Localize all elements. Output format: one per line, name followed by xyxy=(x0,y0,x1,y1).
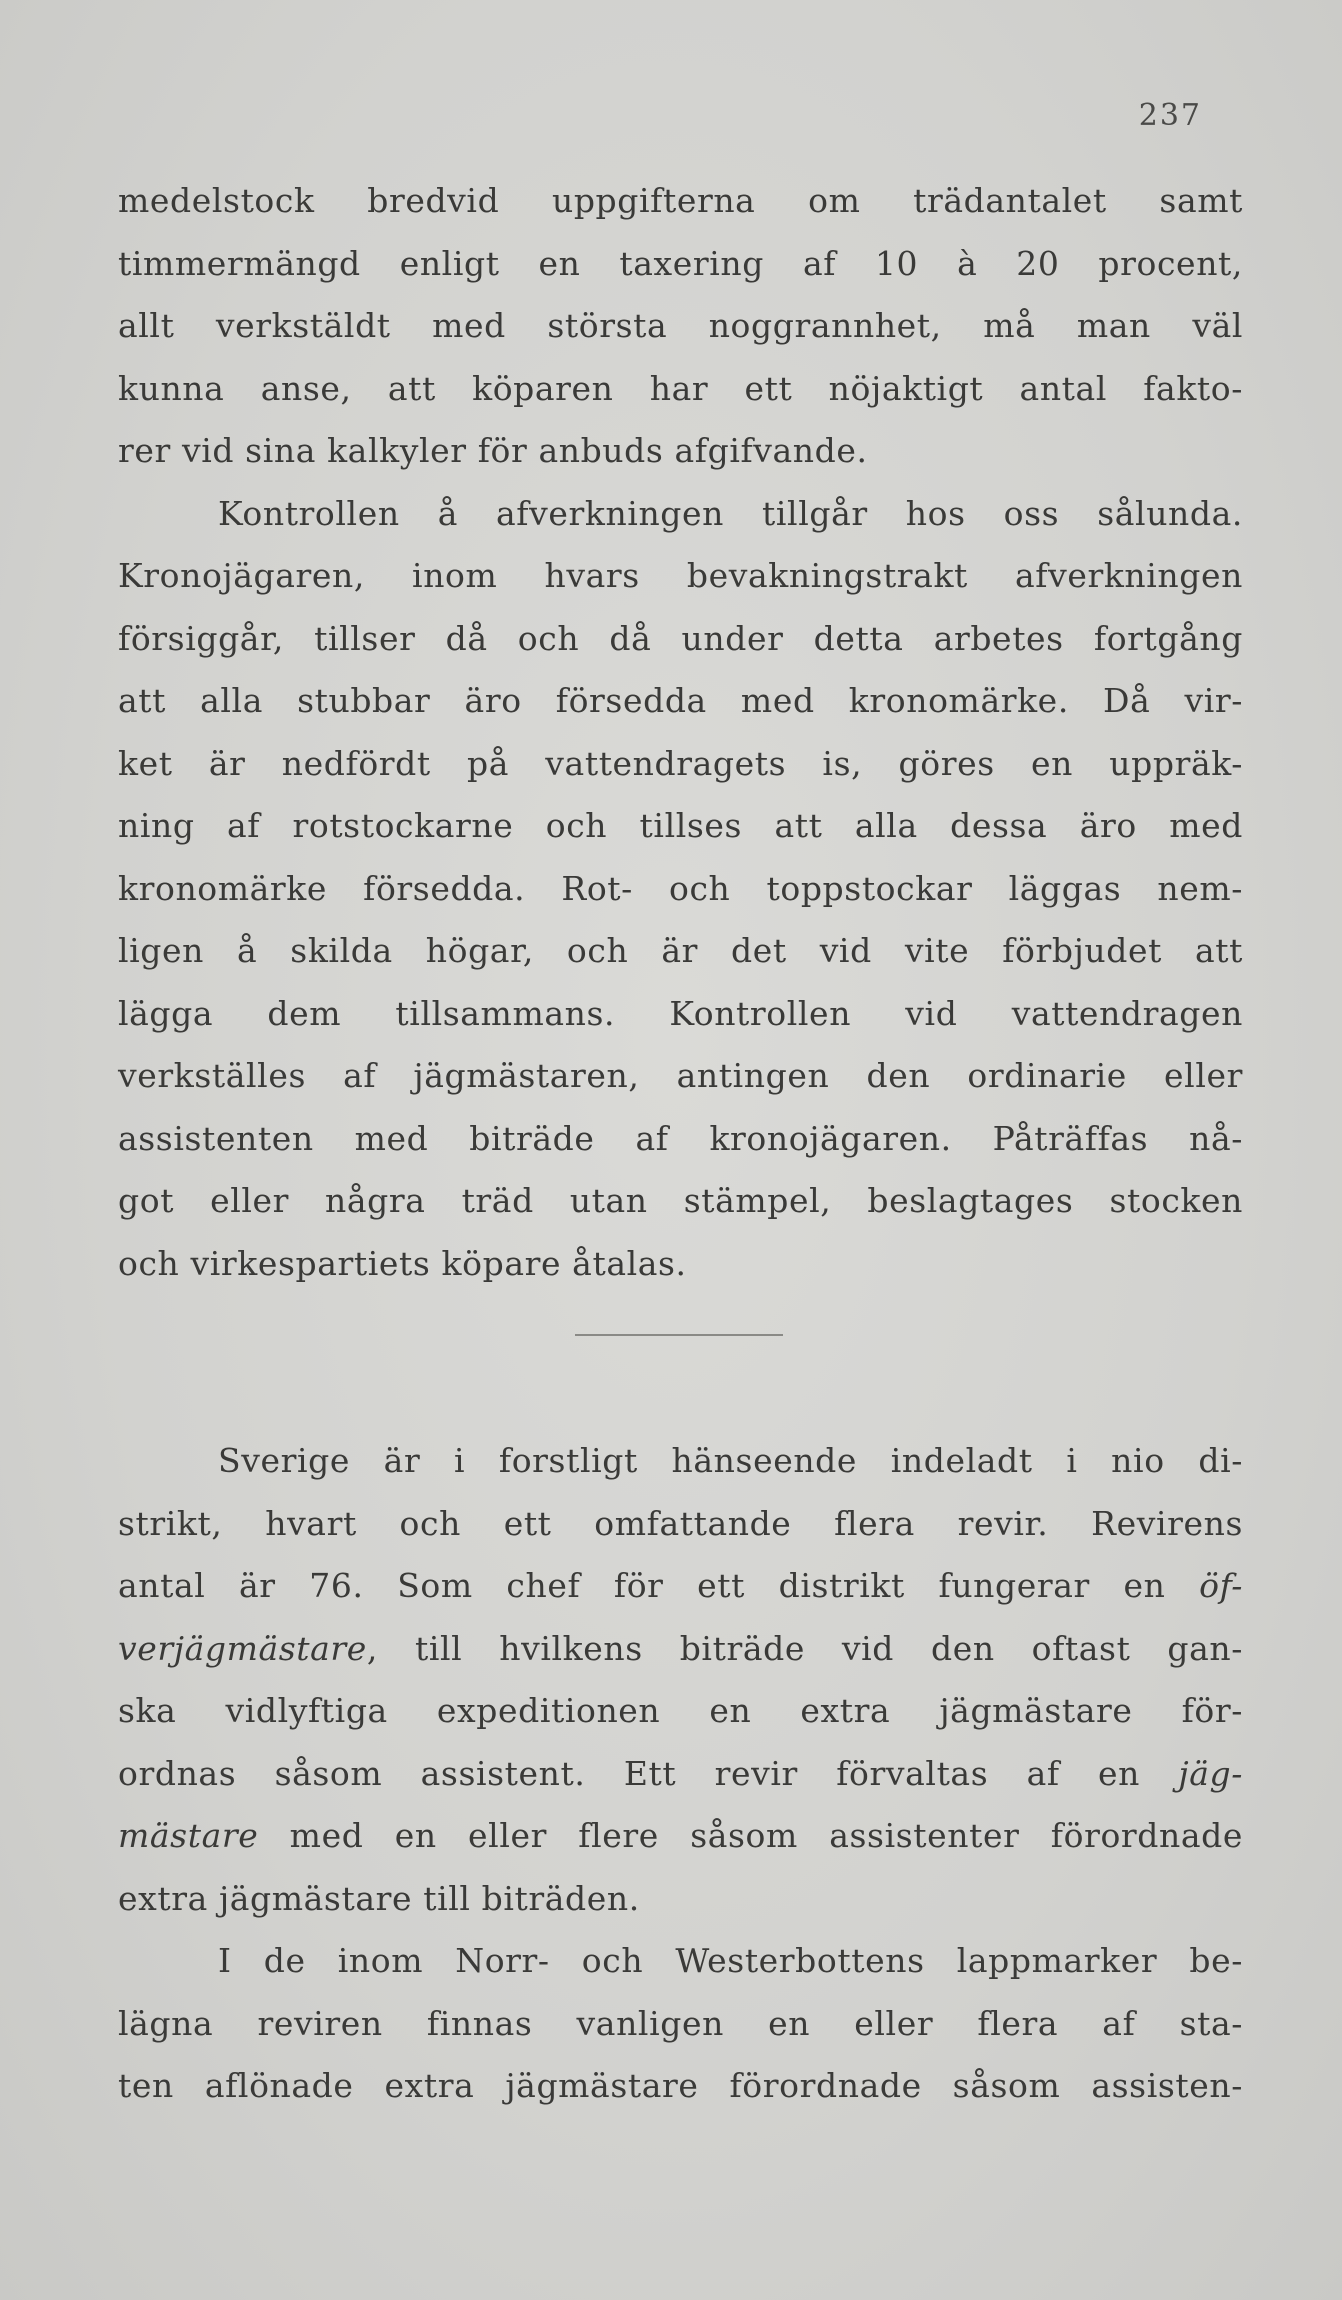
italic-term: mästare xyxy=(118,1816,259,1855)
text-line: ket är nedfördt på vattendragets is, göres en uppräk- xyxy=(118,743,1243,783)
page-number: 237 xyxy=(1138,98,1202,133)
text-line: att alla stubbar äro försedda med kronomärke. Då vir- xyxy=(118,681,1243,720)
text-line: och virkespartiets köpare åtalas. xyxy=(118,1243,687,1283)
text-line: Sverige är i forstligt hänseende indeladt i nio di- xyxy=(218,1441,1243,1480)
text-line xyxy=(118,1805,1243,1868)
text-section-bottom xyxy=(118,1430,1243,2118)
text-line: ska vidlyftiga expeditionen en extra jägmästare för- xyxy=(118,1691,1243,1730)
text-line: medelstock bredvid uppgifterna om trädantalet samt xyxy=(118,181,1243,220)
text-line: verkställes af jägmästaren, antingen den ordinarie eller xyxy=(118,1056,1243,1095)
text-line: rer vid sina kalkyler för anbuds afgifvande. xyxy=(118,431,868,470)
text-line: ligen å skilda högar, och är det vid vite förbjudet att xyxy=(118,931,1243,970)
section-divider xyxy=(575,1334,783,1336)
text-line: kunna anse, att köparen har ett nöjaktigt antal fakto- xyxy=(118,368,1243,408)
text-line: Kontrollen å afverkningen tillgår hos oss sålunda. xyxy=(218,493,1243,533)
text-section-top xyxy=(118,170,1243,1295)
text-run: , till hvilkens biträde vid den oftast gan- xyxy=(366,1628,1243,1668)
text-line: I de inom Norr- och Westerbottens lappmarker be- xyxy=(218,1941,1243,1980)
text-line: got eller några träd utan stämpel, beslagtages stocken xyxy=(118,1181,1243,1220)
text-line: extra jägmästare till biträden. xyxy=(118,1878,640,1918)
text-line: lägga dem tillsammans. Kontrollen vid vattendragen xyxy=(118,993,1243,1033)
text-line xyxy=(118,1555,1243,1618)
text-run: ordnas såsom assistent. Ett revir förvaltas af en xyxy=(118,1753,1141,1793)
text-line: strikt, hvart och ett omfattande flera revir. Revirens xyxy=(118,1503,1243,1543)
text-line: ning af rotstockarne och tillses att alla dessa äro med xyxy=(118,806,1243,845)
text-line xyxy=(118,1618,1243,1681)
text-line: timmermängd enligt en taxering af 10 à 20 procent, xyxy=(118,243,1243,283)
text-run: med en eller flere såsom assistenter förordnade xyxy=(289,1816,1244,1855)
text-line: försiggår, tillser då och då under detta arbetes fortgång xyxy=(118,618,1243,658)
text-line: allt verkstäldt med största noggrannhet, må man väl xyxy=(118,306,1243,345)
italic-term: verjägmästare xyxy=(118,1628,367,1668)
text-line: Kronojägaren, inom hvars bevakningstrakt afverkningen xyxy=(118,556,1243,595)
text-line: ten aflönade extra jägmästare förordnade såsom assisten- xyxy=(118,2066,1243,2105)
text-run: antal är 76. Som chef för ett distrikt fungerar en xyxy=(118,1566,1166,1605)
text-line: lägna reviren finnas vanligen en eller flera af sta- xyxy=(118,2003,1243,2043)
text-line: kronomärke försedda. Rot- och toppstockar läggas nem- xyxy=(118,868,1243,908)
text-line: assistenten med biträde af kronojägaren. Påträffas nå- xyxy=(118,1118,1243,1158)
text-line xyxy=(118,1743,1243,1806)
italic-term: jäg- xyxy=(1178,1753,1243,1793)
italic-term: öf- xyxy=(1199,1566,1243,1605)
